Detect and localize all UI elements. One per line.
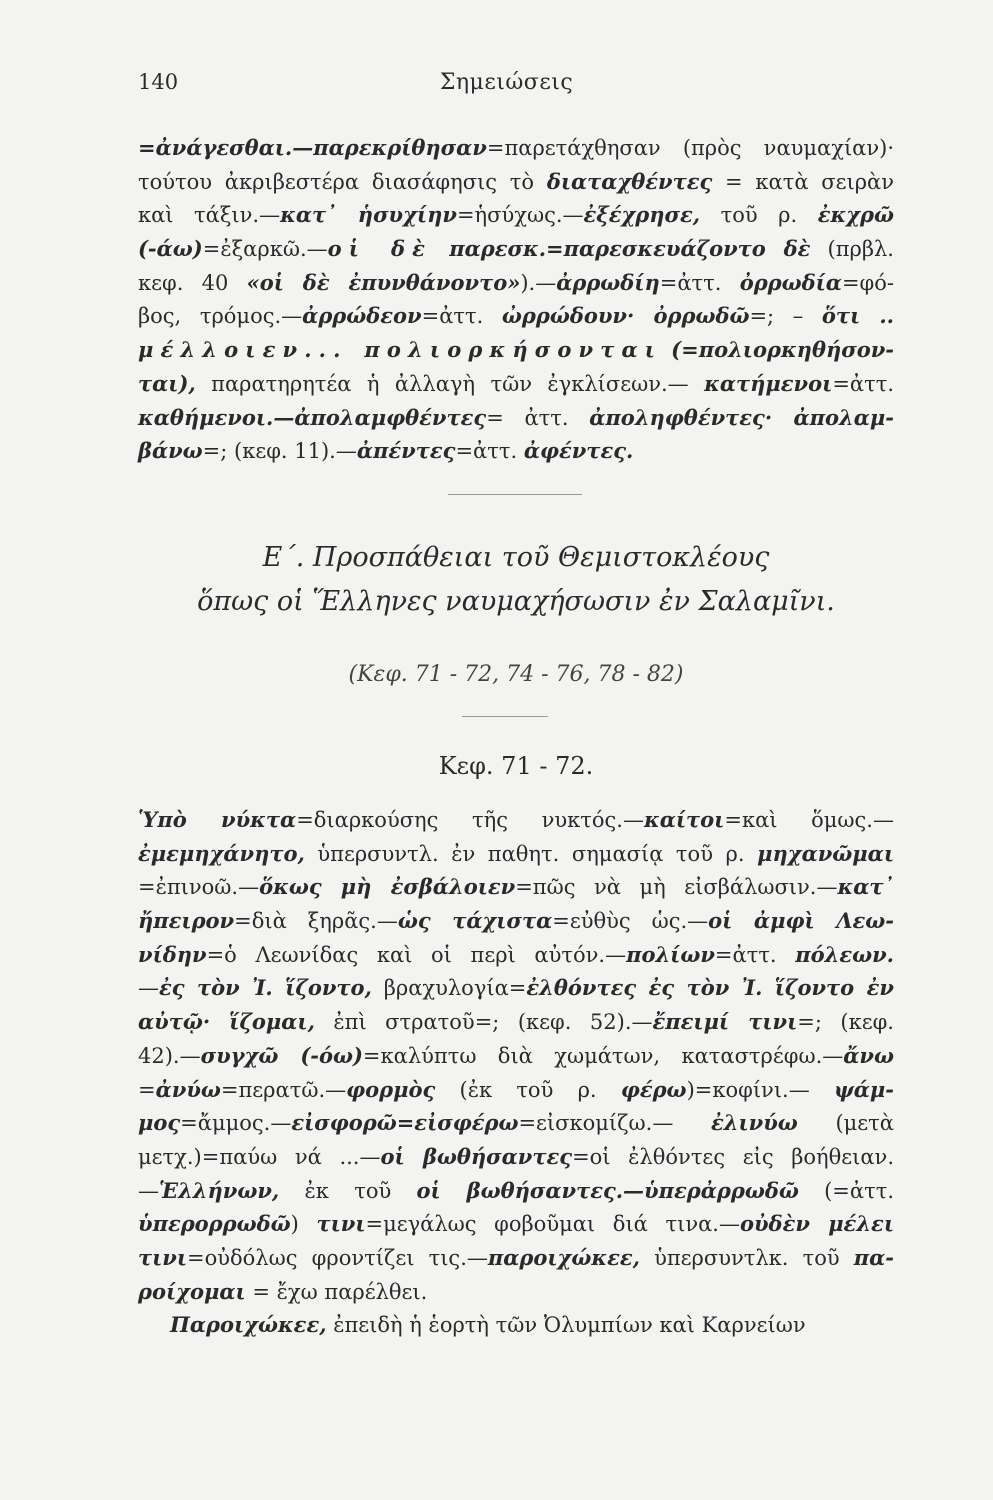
text-line: μος=ἄμμος.—εἰσφορῶ=εἰσφέρω=εἰσκομίζω.— ἐλινύω (μετὰ (138, 1110, 894, 1136)
text-line: ἐμεμηχάνητο, ὑπερσυντλ. ἐν παθητ. σημασίᾳ τοῦ ρ. μηχανῶμαι (138, 840, 894, 866)
page-header (138, 70, 875, 106)
text-line: καθήμενοι.—ἀπολαμφθέντες= ἀττ. ἀποληφθέντες· ἀπολαμ- (138, 404, 894, 430)
text-line: βος, τρόμος.—ἀρρώδεον=ἀττ. ὠρρώδουν· ὀρρωδῶ=; – ὅτι .. (138, 303, 894, 329)
text-line: μετχ.)=παύω νά ...—οἱ βωθήσαντες=οἱ ἐλθόντες εἰς βοήθειαν. (138, 1143, 894, 1169)
notes-paragraph (138, 803, 894, 1342)
text-line: =ἀνύω=περατῶ.—φορμὸς (ἐκ τοῦ ρ. φέρω)=κοφίνι.— ψάμ- (138, 1076, 894, 1102)
text-line: αὐτῷ· ἵζομαι, ἐπὶ στρατοῦ=; (κεφ. 52).—ἔπειμί τινι=; (κεφ. (138, 1009, 894, 1035)
text-line: —ἐς τὸν Ἰ. ἵζοντο, βραχυλογία=ἐλθόντες ἐς τὸν Ἰ. ἵζοντο ἐν (138, 975, 894, 1001)
text-line: ροίχομαι = ἔχω παρέλθει. (138, 1278, 428, 1304)
text-line: (-άω)=ἐξαρκῶ.—οἱ δὲ παρεσκ.=παρεσκευάζοντο δὲ (πρβλ. (138, 236, 894, 262)
text-line: καὶ τάξιν.—κατ᾽ ἡσυχίην=ἡσύχως.—ἐξέχρησε, τοῦ ρ. ἐκχρῶ (138, 202, 894, 228)
text-line: τούτου ἀκριβεστέρα διασάφησις τὸ διαταχθέντες = κατὰ σειρὰν (138, 168, 894, 194)
text-line: ται), παρατηρητέα ἡ ἀλλαγὴ τῶν ἐγκλίσεων.— κατήμενοι=ἀττ. (138, 370, 894, 396)
text-line: —Ἑλλήνων, ἐκ τοῦ οἱ βωθήσαντες.—ὑπερἀρρωδῶ (=ἀττ. (138, 1177, 894, 1203)
section-title-line-2: ὅπως οἱ Ἕλληνες ναυμαχήσωσιν ἐν Σαλαμῖνι. (197, 586, 835, 617)
text-line: =ἀνάγεσθαι.—παρεκρίθησαν=παρετάχθησαν (πρὸς ναυμαχίαν)· (138, 135, 894, 160)
section-title-line-1: Ε΄. Προσπάθειαι τοῦ Θεμιστοκλέους (262, 542, 770, 573)
section-divider-bottom (462, 716, 548, 717)
top-notes-paragraph (138, 131, 894, 468)
page-number: 140 (138, 70, 179, 94)
text-line: Παροιχώκεε, ἐπειδὴ ἡ ἑορτὴ τῶν Ὀλυμπίων καὶ Καρνείων (170, 1312, 806, 1338)
running-head: Σημειώσεις (439, 70, 574, 95)
text-line: ἤπειρον=διὰ ξηρᾶς.—ὡς τάχιστα=εὐθὺς ὡς.—οἱ ἀμφὶ Λεω- (138, 908, 894, 934)
text-line: =ἐπινοῶ.—ὅκως μὴ ἐσβάλοιεν=πῶς νὰ μὴ εἰσβάλωσιν.—κατ᾽ (138, 874, 895, 900)
text-line: βάνω=; (κεφ. 11).—ἀπέντες=ἀττ. ἀφέντες. (138, 438, 634, 464)
chapter-subheading: Κεφ. 71 - 72. (438, 752, 594, 780)
text-line: κεφ. 40 «οἱ δὲ ἐπυνθάνοντο»).—ἀρρωδίη=ἀττ. ὀρρωδία=φό- (138, 269, 894, 295)
text-line: ὑπερορρωδῶ) τινι=μεγάλως φοβοῦμαι διά τινα.—οὐδὲν μέλει (138, 1211, 894, 1237)
text-line: 42).—συγχῶ (-όω)=καλύπτω διὰ χωμάτων, καταστρέφω.—ἄνω (138, 1042, 894, 1068)
text-line: μέλλοιεν... πολιορκήσονται (=πολιορκηθήσον- (138, 337, 894, 363)
text-line: Ὑπὸ νύκτα=διαρκούσης τῆς νυκτός.—καίτοι=καὶ ὅμως.— (138, 807, 894, 832)
section-chapter-range: (Κεφ. 71 - 72, 74 - 76, 78 - 82) (348, 662, 684, 687)
text-line: τινι=οὐδόλως φροντίζει τις.—παροιχώκεε, ὑπερσυντλκ. τοῦ πα- (138, 1244, 894, 1270)
section-divider-top (448, 494, 582, 495)
text-line: νίδην=ὁ Λεωνίδας καὶ οἱ περὶ αὐτόν.—πολίων=ἀττ. πόλεων. (138, 941, 894, 967)
